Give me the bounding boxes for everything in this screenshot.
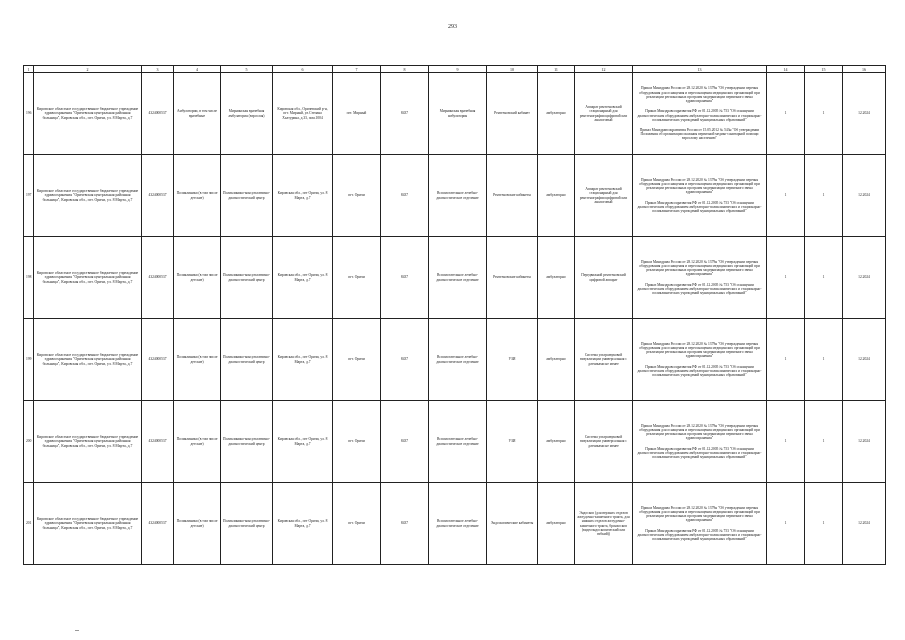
department-cell: Вспомогательное лечебно-диагностическое отделение [429, 401, 487, 483]
row-number-cell: 201 [24, 483, 34, 565]
inn-cell: 4324000537 [142, 401, 174, 483]
unit-name-cell: Поликлинико-консультативно-диагностический центр [221, 319, 273, 401]
address-cell: Кировская обл., пгт Оричи, ул. 8 Марта, д.7 [273, 319, 333, 401]
department-cell: Вспомогательное лечебно-диагностическое отделение [429, 237, 487, 319]
organization-cell: Кировское областное государственное бюджетное учреждение здравоохранения "Оричевская центральная районная больница", Кировская обл., пгт. Оричи, ул. 8 Марта, д.7 [34, 319, 142, 401]
regulation-item: Приказ Минздрава России от 28.12.2020 № 1379н "Об утверждении перечня оборудования для оснащения и переоснащения медицинских организаций при реализации региональных программ модернизации первичного звена здравоохранения" [639, 341, 760, 359]
care-form-cell: амбулаторно [538, 73, 575, 155]
organization-cell: Кировское областное государственное бюджетное учреждение здравоохранения "Оричевская центральная районная больница", Кировская обл., пгт. Оричи, ул. 8 Марта, д.7 [34, 401, 142, 483]
deadline-cell: 12.2024 [843, 319, 886, 401]
row-number-cell: 200 [24, 401, 34, 483]
quantity-cell: 1 [767, 73, 805, 155]
column-number-5: 5 [221, 66, 273, 73]
department-cell: Вспомогательное лечебно-диагностическое отделение [429, 155, 487, 237]
address-cell: Кировская обл., Оричевский р-н, пгт. Мирный, ул.Степана Халтурина, д.33, пом.1004 [273, 73, 333, 155]
regulation-item: Приказ Минздравсоцразвития РФ от 01.12.2005 № 753 "Об оснащении диагностическим оборудованием амбулаторно-поликлинических и стационарно-поликлинических учреждений муниципальных образований" [637, 282, 762, 295]
quantity-planned-cell: 1 [805, 401, 843, 483]
column-number-9: 9 [429, 66, 487, 73]
care-form-cell: амбулаторно [538, 319, 575, 401]
column-number-1: 1 [24, 66, 34, 73]
cabinet-cell: УЗИ [487, 319, 538, 401]
unit-type-cell: Поликлиники (в том числе детские) [174, 319, 221, 401]
regulation-cell [633, 237, 767, 319]
settlement-cell: пгт. Оричи [333, 401, 381, 483]
quantity-planned-cell: 1 [805, 483, 843, 565]
unit-type-cell: Поликлиники (в том числе детские) [174, 483, 221, 565]
row-number-cell: 199 [24, 319, 34, 401]
regulation-cell [633, 73, 767, 155]
settlement-cell: пгт. Оричи [333, 483, 381, 565]
quantity-cell: 1 [767, 319, 805, 401]
unit-name-cell: Поликлинико-консультативно-диагностический центр [221, 237, 273, 319]
column-number-11: 11 [538, 66, 575, 73]
cabinet-cell: Рентгеновские кабинеты [487, 155, 538, 237]
quantity-planned-cell: 1 [805, 319, 843, 401]
organization-cell: Кировское областное государственное бюджетное учреждение здравоохранения "Оричевская центральная районная больница", Кировская обл., пгт. Оричи, ул. 8 Марта, д.7 [34, 155, 142, 237]
inn-cell: 4324000537 [142, 319, 174, 401]
department-cell: Мирнинская врачебная амбулатория [429, 73, 487, 155]
cabinet-cell: УЗИ [487, 401, 538, 483]
regulation-item: Приказ Минздравсоцразвития РФ от 01.12.2005 № 753 "Об оснащении диагностическим оборудованием амбулаторно-поликлинических и стационарно-поликлинических учреждений муниципальных образований" [637, 528, 762, 541]
deadline-cell: 12.2024 [843, 483, 886, 565]
settlement-cell: пгт. Оричи [333, 155, 381, 237]
column-number-4: 4 [174, 66, 221, 73]
regulation-item: Приказ Минздрава России от 28.12.2020 № 1379н "Об утверждении перечня оборудования для оснащения и переоснащения медицинских организаций при реализации региональных программ модернизации первичного звена здравоохранения" [639, 259, 760, 277]
column-number-row [24, 66, 886, 73]
regulation-item: Приказ Минздравсоцразвития России от 15.05.2012 № 543н "Об утверждении Положения об организации оказания первичной медико-санитарной помощи взрослому населению" [639, 127, 760, 141]
table-row [24, 73, 886, 155]
equipment-cell: Система ультразвуковой визуализации универсальная с датчиками не менее [575, 319, 633, 401]
row-number-cell: 196 [24, 73, 34, 155]
care-form-cell: амбулаторно [538, 483, 575, 565]
table-row [24, 237, 886, 319]
code-cell: 8437 [381, 319, 429, 401]
cabinet-cell: Эндоскопические кабинеты [487, 483, 538, 565]
regulation-cell [633, 401, 767, 483]
regulation-item: Приказ Минздравсоцразвития РФ от 01.12.2005 № 753 "Об оснащении диагностическим оборудованием амбулаторно-поликлинических и стационарно-поликлинических учреждений муниципальных образований" [637, 109, 762, 122]
unit-name-cell: Мирнинская врачебная амбулатория (взрослая) [221, 73, 273, 155]
table-body [24, 73, 886, 565]
inn-cell: 4324000537 [142, 155, 174, 237]
code-cell: 8437 [381, 483, 429, 565]
regulation-item: Приказ Минздрава России от 28.12.2020 № 1379н "Об утверждении перечня оборудования для оснащения и переоснащения медицинских организаций при реализации региональных программ модернизации первичного звена здравоохранения" [639, 177, 760, 195]
unit-type-cell: Амбулатории, в том числе врачебные [174, 73, 221, 155]
table-row [24, 401, 886, 483]
cabinet-cell: Рентгеновские кабинеты [487, 237, 538, 319]
code-cell: 8437 [381, 73, 429, 155]
row-number-cell: 197 [24, 155, 34, 237]
page-number: 293 [448, 24, 457, 30]
organization-cell: Кировское областное государственное бюджетное учреждение здравоохранения "Оричевская центральная районная больница", Кировская обл., пгт. Оричи, ул. 8 Марта, д.7 [34, 73, 142, 155]
unit-name-cell: Поликлинико-консультативно-диагностический центр [221, 155, 273, 237]
column-number-7: 7 [333, 66, 381, 73]
column-number-12: 12 [575, 66, 633, 73]
organization-cell: Кировское областное государственное бюджетное учреждение здравоохранения "Оричевская центральная районная больница", Кировская обл., пгт. Оричи, ул. 8 Марта, д.7 [34, 483, 142, 565]
quantity-cell: 1 [767, 155, 805, 237]
deadline-cell: 12.2024 [843, 155, 886, 237]
settlement-cell: пгт. Оричи [333, 319, 381, 401]
inn-cell: 4324000537 [142, 73, 174, 155]
regulation-item: Приказ Минздравсоцразвития РФ от 01.12.2005 № 753 "Об оснащении диагностическим оборудованием амбулаторно-поликлинических и стационарно-поликлинических учреждений муниципальных образований" [637, 446, 762, 459]
settlement-cell: пгт. Мирный [333, 73, 381, 155]
column-number-3: 3 [142, 66, 174, 73]
regulation-item: Приказ Минздрава России от 28.12.2020 № 1379н "Об утверждении перечня оборудования для оснащения и переоснащения медицинских организаций при реализации региональных программ модернизации первичного звена здравоохранения" [639, 86, 760, 104]
care-form-cell: амбулаторно [538, 155, 575, 237]
address-cell: Кировская обл., пгт Оричи, ул. 8 Марта, д.7 [273, 155, 333, 237]
quantity-cell: 1 [767, 237, 805, 319]
regulation-item: Приказ Минздравсоцразвития РФ от 01.12.2005 № 753 "Об оснащении диагностическим оборудованием амбулаторно-поликлинических и стационарно-поликлинических учреждений муниципальных образований" [637, 200, 762, 213]
unit-type-cell: Поликлиники (в том числе детские) [174, 401, 221, 483]
care-form-cell: амбулаторно [538, 237, 575, 319]
equipment-cell: Аппарат рентгеновский стационарный для рентгенографии цифровой или аналоговый [575, 155, 633, 237]
column-number-8: 8 [381, 66, 429, 73]
quantity-planned-cell: 1 [805, 155, 843, 237]
column-number-10: 10 [487, 66, 538, 73]
regulation-cell [633, 483, 767, 565]
regulation-cell [633, 155, 767, 237]
address-cell: Кировская обл., пгт Оричи, ул. 8 Марта, д.7 [273, 483, 333, 565]
quantity-cell: 1 [767, 401, 805, 483]
regulation-item: Приказ Минздрава России от 28.12.2020 № 1379н "Об утверждении перечня оборудования для оснащения и переоснащения медицинских организаций при реализации региональных программ модернизации первичного звена здравоохранения" [639, 423, 760, 441]
equipment-cell: Передвижной рентгеновский цифровой аппарат [575, 237, 633, 319]
address-cell: Кировская обл., пгт Оричи, ул. 8 Марта, д.7 [273, 237, 333, 319]
unit-type-cell: Поликлиники (в том числе детские) [174, 155, 221, 237]
column-number-16: 16 [843, 66, 886, 73]
equipment-cell: Аппарат рентгеновский стационарный для рентгенографии цифровой или аналоговый [575, 73, 633, 155]
department-cell: Вспомогательное лечебно-диагностическое отделение [429, 319, 487, 401]
unit-type-cell: Поликлиники (в том числе детские) [174, 237, 221, 319]
organization-cell: Кировское областное государственное бюджетное учреждение здравоохранения "Оричевская центральная районная больница", Кировская обл., пгт. Оричи, ул. 8 Марта, д.7 [34, 237, 142, 319]
regulation-item: Приказ Минздрава России от 28.12.2020 № 1379н "Об утверждении перечня оборудования для оснащения и переоснащения медицинских организаций при реализации региональных программ модернизации первичного звена здравоохранения" [639, 505, 760, 523]
column-number-13: 13 [633, 66, 767, 73]
code-cell: 8437 [381, 401, 429, 483]
deadline-cell: 12.2024 [843, 73, 886, 155]
inn-cell: 4324000537 [142, 483, 174, 565]
department-cell: Вспомогательное лечебно-диагностическое отделение [429, 483, 487, 565]
table-row [24, 319, 886, 401]
code-cell: 8437 [381, 237, 429, 319]
care-form-cell: амбулаторно [538, 401, 575, 483]
scan-mark [75, 630, 79, 631]
table-row [24, 155, 886, 237]
column-number-15: 15 [805, 66, 843, 73]
column-number-14: 14 [767, 66, 805, 73]
quantity-cell: 1 [767, 483, 805, 565]
quantity-planned-cell: 1 [805, 73, 843, 155]
unit-name-cell: Поликлинико-консультативно-диагностический центр [221, 401, 273, 483]
address-cell: Кировская обл., пгт Оричи, ул. 8 Марта, д.7 [273, 401, 333, 483]
cabinet-cell: Рентгеновский кабинет [487, 73, 538, 155]
column-number-6: 6 [273, 66, 333, 73]
deadline-cell: 12.2024 [843, 237, 886, 319]
regulation-item: Приказ Минздравсоцразвития РФ от 01.12.2005 № 753 "Об оснащении диагностическим оборудованием амбулаторно-поликлинических и стационарно-поликлинических учреждений муниципальных образований" [637, 364, 762, 377]
equipment-cell: Эндоскоп (для верхних отделов желудочно-кишечного тракта, для нижних отделов желудочно-кишечного тракта, бронхоскоп (видеоэндоскопический или гибкий)) [575, 483, 633, 565]
inn-cell: 4324000537 [142, 237, 174, 319]
settlement-cell: пгт. Оричи [333, 237, 381, 319]
code-cell: 8437 [381, 155, 429, 237]
quantity-planned-cell: 1 [805, 237, 843, 319]
row-number-cell: 198 [24, 237, 34, 319]
equipment-register-table [23, 65, 886, 565]
equipment-cell: Система ультразвуковой визуализации универсальная с датчиками не менее [575, 401, 633, 483]
deadline-cell: 12.2024 [843, 401, 886, 483]
regulation-cell [633, 319, 767, 401]
unit-name-cell: Поликлинико-консультативно-диагностический центр [221, 483, 273, 565]
column-number-2: 2 [34, 66, 142, 73]
table-row [24, 483, 886, 565]
